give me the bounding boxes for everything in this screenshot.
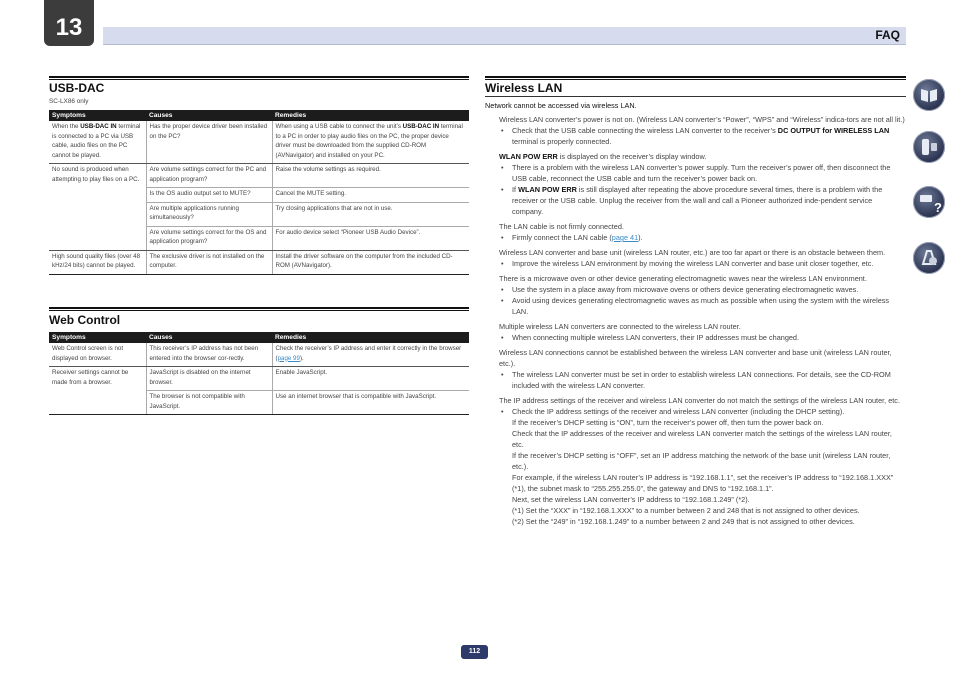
list-item: • Check the IP address settings of the receiver and wireless LAN converter (including the DHCP setting). xyxy=(485,406,905,417)
paragraph: Wireless LAN connections cannot be established between the wireless LAN converter and base unit (wireless LAN router, etc.). xyxy=(499,348,892,368)
remedy-cell: Cancel the MUTE setting. xyxy=(272,188,469,203)
symptom-cell: Web Control screen is not displayed on browser. xyxy=(49,343,146,367)
list-item: • Improve the wireless LAN environment by moving the wireless LAN converter and base unit closer together, etc. xyxy=(485,258,905,269)
col-causes: Causes xyxy=(146,110,272,121)
section-header-bar xyxy=(103,27,906,44)
webcontrol-top-rule xyxy=(49,307,469,309)
settings-icon[interactable] xyxy=(913,242,945,274)
list-item: • Use the system in a place away from microwave ovens or others device generating electromagnetic waves. xyxy=(485,284,905,295)
book-icon[interactable] xyxy=(913,79,945,111)
cause-cell: This receiver’s IP address has not been entered into the browser cor-rectly. xyxy=(146,343,272,367)
wlan-top-rule xyxy=(485,76,906,78)
usbdac-top-rule-thin xyxy=(49,79,469,80)
cause-cell: Are multiple applications running simultaneously? xyxy=(146,202,272,226)
col-symptoms: Symptoms xyxy=(49,332,146,343)
webcontrol-title: Web Control xyxy=(49,313,121,327)
list-item: • If WLAN POW ERR is still displayed after repeating the above procedure several times, there is a problem with the receiver or the USB cable. Unplug the receiver from the wall and call a Pioneer authorized inde-pendent service company. xyxy=(485,184,905,217)
wlan-title: Wireless LAN xyxy=(485,81,563,95)
symptom-cell: When the USB-DAC IN terminal is connected to a PC via USB cable, audio files on the PC cannot be played. xyxy=(49,121,146,164)
table-row xyxy=(49,367,469,391)
list-item: • Firmly connect the LAN cable (page 41). xyxy=(485,232,905,243)
remedy-cell: Try closing applications that are not in use. xyxy=(272,202,469,226)
list-item: • Avoid using devices generating electromagnetic waves as much as possible when using the system with the wireless LAN. xyxy=(485,295,905,317)
page-link[interactable]: page 99 xyxy=(277,354,300,362)
cause-cell: Are volume settings correct for the PC and application program? xyxy=(146,164,272,188)
paragraph: Wireless LAN converter and base unit (wireless LAN router, etc.) are too far apart or there is an obstacle between them. xyxy=(499,248,886,257)
sub-item: (*2) Set the “249” in “192.168.1.249” to a number between 2 and 249 that is not assigned to other devices. xyxy=(512,517,855,526)
cause-cell: Is the OS audio output set to MUTE? xyxy=(146,188,272,203)
wlan-title-rule xyxy=(485,96,906,97)
svg-text:?: ? xyxy=(934,200,942,215)
model-note: SC-LX86 only xyxy=(49,98,89,105)
wlan-body xyxy=(485,100,905,527)
col-remedies: Remedies xyxy=(272,332,469,343)
cause-cell: The exclusive driver is not installed on the computer. xyxy=(146,250,272,274)
cause-cell: Are volume settings correct for the OS and application program? xyxy=(146,226,272,250)
sub-item: (*1) Set the “XXX” in “192.168.1.XXX” to a number between 2 and 248 that is not assigned to other devices. xyxy=(512,506,860,515)
chapter-number: 13 xyxy=(44,0,94,46)
col-symptoms: Symptoms xyxy=(49,110,146,121)
sub-item: Next, set the wireless LAN converter’s IP address to “192.168.1.249” (*2). xyxy=(512,495,750,504)
remedy-cell: Raise the volume settings as required. xyxy=(272,164,469,188)
table-row xyxy=(49,250,469,274)
cause-cell: The browser is not compatible with JavaScript. xyxy=(146,391,272,415)
usbdac-table xyxy=(49,110,469,275)
sub-item: Check that the IP addresses of the receiver and wireless LAN converter match the settings of the wireless LAN router, etc. xyxy=(512,429,892,449)
list-item: • There is a problem with the wireless LAN converter’s power supply. Turn the receiver’s power off, then disconnect the USB cable, reconnect the USB cable and turn the receiver’s power back on. xyxy=(485,162,905,184)
list-item: • When connecting multiple wireless LAN converters, their IP addresses must be changed. xyxy=(485,332,905,343)
symptom-cell: High sound quality files (over 48 kHz/24 bits) cannot be played. xyxy=(49,250,146,274)
list-item: • Check that the USB cable connecting the wireless LAN converter to the receiver’s DC OUTPUT for WIRELESS LAN terminal is properly connected. xyxy=(485,125,905,147)
paragraph: The LAN cable is not firmly connected. xyxy=(499,222,624,231)
list-item: • The wireless LAN converter must be set in order to establish wireless LAN connections. For details, see the CD-ROM included with the wireless LAN converter. xyxy=(485,369,905,391)
paragraph: The IP address settings of the receiver and wireless LAN converter do not match the settings of the wireless LAN router, etc. xyxy=(499,396,900,405)
cause-cell: JavaScript is disabled on the internet browser. xyxy=(146,367,272,391)
paragraph: WLAN POW ERR is displayed on the receiver’s display window. xyxy=(499,152,707,161)
paragraph: Multiple wireless LAN converters are connected to the wireless LAN router. xyxy=(499,322,741,331)
paragraph: There is a microwave oven or other device generating electromagnetic waves near the wireless LAN environment. xyxy=(499,274,867,283)
cause-cell: Has the proper device driver been installed on the PC? xyxy=(146,121,272,164)
sub-item: If the receiver’s DHCP setting is “ON”, turn the receiver’s power off, then turn the power back on. xyxy=(512,418,824,427)
table-row xyxy=(49,164,469,188)
usbdac-top-rule xyxy=(49,76,469,78)
symptom-cell: Receiver settings cannot be made from a browser. xyxy=(49,367,146,415)
remedy-cell: When using a USB cable to connect the unit’s USB-DAC IN terminal to a PC in order to play audio files on the PC, the proper device driver must be downloaded from the supplied CD-ROM (AVNavigator) and installed on your PC. xyxy=(272,121,469,164)
usbdac-title: USB-DAC xyxy=(49,81,105,95)
wlan-top-rule-thin xyxy=(485,79,906,80)
webcontrol-table xyxy=(49,332,469,415)
page-number: 112 xyxy=(461,645,488,659)
paragraph: Wireless LAN converter’s power is not on. (Wireless LAN converter’s “Power”, “WPS” and “Wireless” indica-tors are not all lit.) xyxy=(499,115,905,124)
table-row xyxy=(49,343,469,367)
page-link[interactable]: page 41 xyxy=(611,233,639,242)
remedy-cell: Install the driver software on the computer from the included CD-ROM (AVNavigator). xyxy=(272,250,469,274)
remedy-cell: Enable JavaScript. xyxy=(272,367,469,391)
col-causes: Causes xyxy=(146,332,272,343)
header-divider xyxy=(103,44,906,45)
section-label: FAQ xyxy=(875,28,900,42)
col-remedies: Remedies xyxy=(272,110,469,121)
remedy-cell: For audio device select “Pioneer USB Audio Device”. xyxy=(272,226,469,250)
symptom-cell: No sound is produced when attempting to play files on a PC. xyxy=(49,164,146,251)
webcontrol-top-rule-thin xyxy=(49,310,469,311)
sub-item: For example, if the wireless LAN router’s IP address is “192.168.1.1”, set the receiver’s IP address to “192.168.1.XXX” (*1), the subnet mask to “255.255.255.0”, the gateway and DNS to “192.168.1.1”. xyxy=(512,473,894,493)
remedy-cell: Use an internet browser that is compatible with JavaScript. xyxy=(272,391,469,415)
table-row xyxy=(49,121,469,164)
remote-icon[interactable] xyxy=(913,131,945,163)
wlan-intro: Network cannot be accessed via wireless LAN. xyxy=(485,101,637,110)
receiver-question-icon[interactable] xyxy=(913,186,945,218)
remedy-cell: Check the receiver’s IP address and enter it correctly in the browser (page 99). xyxy=(272,343,469,367)
sub-item: If the receiver’s DHCP setting is “OFF”, set an IP address matching the network of the base unit (wireless LAN router, etc.). xyxy=(512,451,891,471)
